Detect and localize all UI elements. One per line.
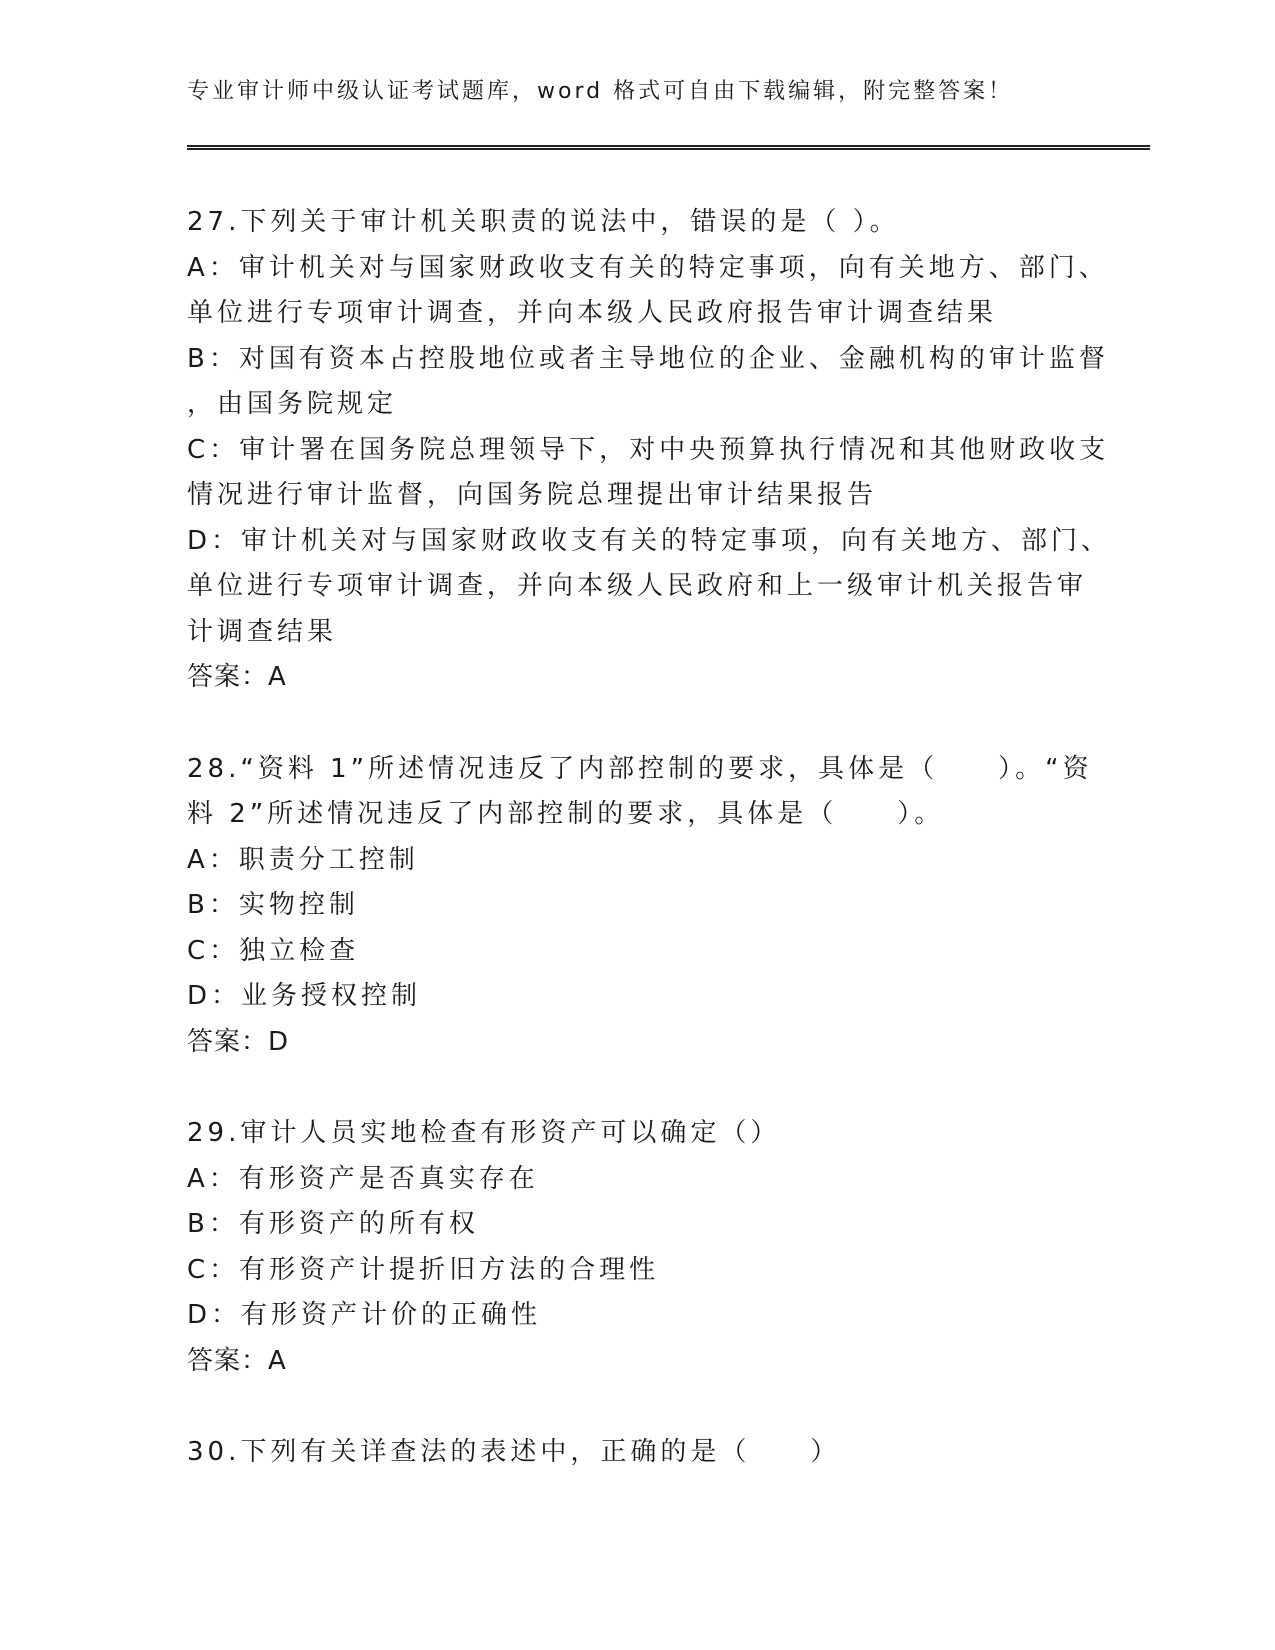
option-d-line-2: 单位进行专项审计调查，并向本级人民政府和上一级审计机关报告审 <box>187 571 1088 601</box>
option-a: A：职责分工控制 <box>187 844 419 875</box>
option-d: D：有形资产计价的正确性 <box>187 1300 542 1330</box>
question-stem: 27.下列关于审计机关职责的说法中，错误的是（ ）。 <box>187 207 900 237</box>
option-a-line-1: A：审计机关对与国家财政收支有关的特定事项，向有关地方、部门、 <box>187 252 1109 283</box>
question-stem: 29.审计人员实地检查有形资产可以确定（） <box>187 1118 781 1148</box>
question-stem-line-1: 28.“资料 1”所述情况违反了内部控制的要求，具体是（ ）。“资 <box>187 753 1093 784</box>
question-stem-line-2: 料 2”所述情况违反了内部控制的要求，具体是（ ）。 <box>187 799 945 829</box>
question-stem: 30.下列有关详查法的表述中，正确的是（ ） <box>187 1437 841 1467</box>
option-d: D：业务授权控制 <box>187 981 422 1011</box>
question-list <box>187 200 1112 1522</box>
question-27 <box>187 200 1112 701</box>
option-c: C：有形资产计提折旧方法的合理性 <box>187 1254 660 1285</box>
option-d-line-3: 计调查结果 <box>187 616 338 647</box>
option-a-line-2: 单位进行专项审计调查，并向本级人民政府报告审计调查结果 <box>187 298 998 328</box>
option-a: A：有形资产是否真实存在 <box>187 1163 539 1194</box>
question-28 <box>187 747 1093 1066</box>
answer-label: 答案：A <box>187 1345 287 1376</box>
option-b: B：实物控制 <box>187 890 359 920</box>
option-c-line-2: 情况进行审计监督，向国务院总理提出审计结果报告 <box>187 480 878 510</box>
page-header: 专业审计师中级认证考试题库，word 格式可自由下载编辑，附完整答案！ <box>187 79 1014 104</box>
option-b-line-2: ，由国务院规定 <box>187 389 398 419</box>
question-30 <box>187 1430 1087 1476</box>
answer-label: 答案：D <box>187 1026 290 1057</box>
option-c-line-1: C：审计署在国务院总理领导下，对中央预算执行情况和其他财政收支 <box>187 434 1110 465</box>
option-d-line-1: D：审计机关对与国家财政收支有关的特定事项，向有关地方、部门、 <box>187 525 1112 556</box>
answer-label: 答案：A <box>187 662 287 692</box>
question-29 <box>187 1111 1087 1384</box>
option-c: C：独立检查 <box>187 935 360 966</box>
header-divider <box>187 145 1150 150</box>
option-b: B：有形资产的所有权 <box>187 1209 479 1239</box>
option-b-line-1: B：对国有资本占控股地位或者主导地位的企业、金融机构的审计监督 <box>187 343 1109 374</box>
